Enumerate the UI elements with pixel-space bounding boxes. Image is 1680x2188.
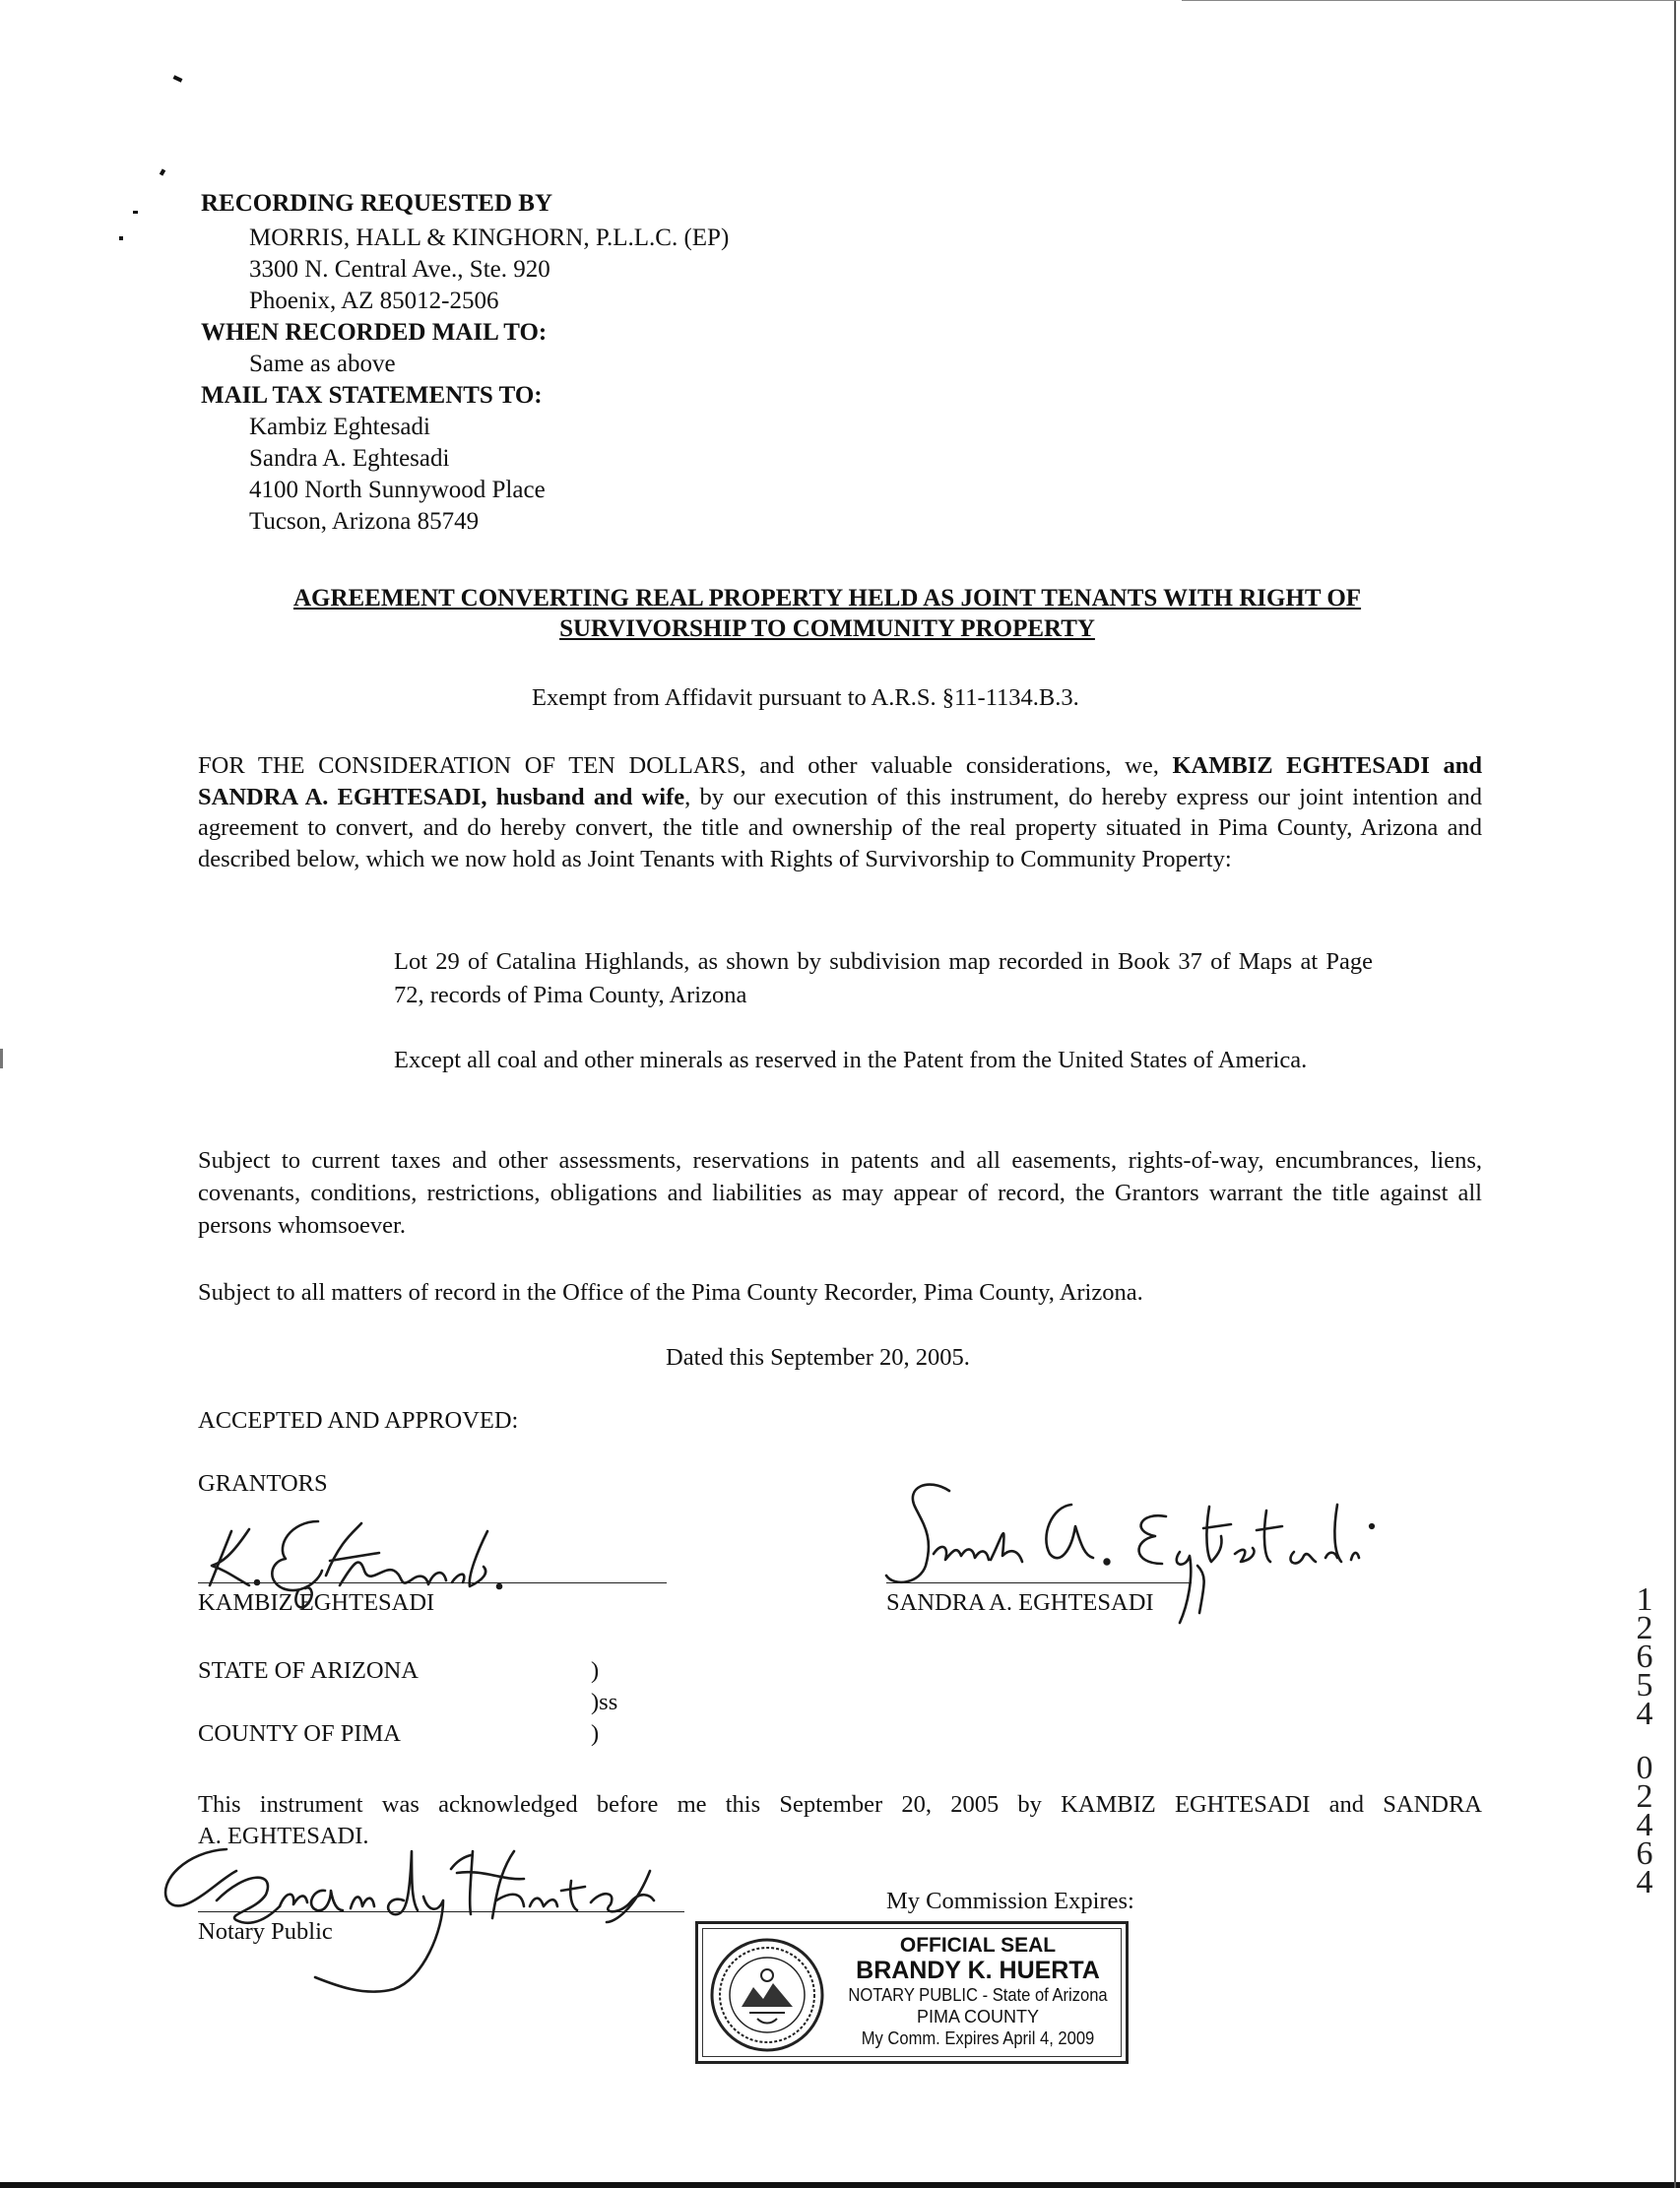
seal-line-1: OFFICIAL SEAL: [899, 1934, 1057, 1957]
recording-digit: 4: [1636, 1864, 1653, 1900]
notary-signature: [158, 1812, 709, 1999]
seal-line-5: My Comm. Expires April 4, 2009: [861, 2028, 1095, 2048]
grantor1-signature: [192, 1502, 547, 1625]
recording-digit: 0: [1636, 1750, 1653, 1786]
scan-speck: [173, 75, 183, 82]
consideration-text-1: FOR THE CONSIDERATION OF TEN DOLLARS, and other valuable considerations, we,: [198, 752, 1173, 779]
tax-line: Tucson, Arizona 85749: [249, 508, 480, 535]
recording-digit: 5: [1636, 1667, 1653, 1704]
dated-line: Dated this September 20, 2005.: [666, 1344, 970, 1371]
notary-public-label: Notary Public: [198, 1918, 333, 1945]
scan-edge-bottom: [0, 2182, 1680, 2188]
recording-digit: 4: [1636, 1696, 1653, 1732]
venue-ss: )ss: [591, 1689, 618, 1715]
recording-digit: 1: [1636, 1581, 1653, 1618]
document-title: [226, 583, 1428, 644]
legal-description: Lot 29 of Catalina Highlands, as shown by subdivision map recorded in Book 37 of Maps at Page 72, records of Pima County, Arizona: [394, 948, 1373, 1008]
official-notary-seal: [695, 1921, 1129, 2064]
requested-by-line: Phoenix, AZ 85012-2506: [249, 288, 499, 314]
consideration-paragraph: [198, 750, 1482, 874]
venue-paren-1: ): [591, 1657, 600, 1684]
tax-line: 4100 North Sunnywood Place: [249, 477, 546, 503]
recording-digit: 2: [1636, 1778, 1653, 1815]
seal-line-4: PIMA COUNTY: [916, 2007, 1039, 2027]
grantors-label: GRANTORS: [198, 1470, 328, 1497]
exempt-statement: Exempt from Affidavit pursuant to A.R.S. §11-1134.B.3.: [532, 684, 1079, 711]
venue-state: STATE OF ARIZONA: [198, 1657, 419, 1684]
scan-speck: [133, 211, 138, 214]
mineral-exception: Except all coal and other minerals as reserved in the Patent from the United States of America.: [394, 1047, 1308, 1073]
scan-edge-right: [1674, 0, 1676, 2188]
consideration-text-2: , by our execution of this instrument, do hereby express our joint intention and agreement to convert, and do hereby convert, the title and ownership of the real property situated in Pima County, Arizona and described below, which we now hold as Joint Tenants with Rights of Survivorship to Community Property:: [198, 783, 1483, 872]
scan-mark-left: [0, 1049, 3, 1068]
grantor2-signature: [874, 1467, 1406, 1644]
recording-digit: 6: [1636, 1835, 1653, 1872]
grantor2-name: SANDRA A. EGHTESADI: [886, 1589, 1154, 1616]
recording-digit: 6: [1636, 1639, 1653, 1675]
venue-paren-2: ): [591, 1720, 600, 1747]
acknowledgment-continued: A. EGHTESADI.: [198, 1823, 369, 1849]
commission-expires-label: My Commission Expires:: [886, 1888, 1134, 1914]
recording-requested-label: RECORDING REQUESTED BY: [201, 190, 553, 217]
title-line-1: AGREEMENT CONVERTING REAL PROPERTY HELD AS JOINT TENANTS WITH RIGHT OF: [292, 585, 1362, 611]
venue-county: COUNTY OF PIMA: [198, 1720, 402, 1747]
scan-mark-top-right: [1182, 0, 1680, 1]
mail-to-line: Same as above: [249, 351, 396, 377]
scan-speck: [119, 236, 123, 240]
scan-speck: [160, 168, 165, 175]
recording-number-vertical: [1625, 1581, 1664, 1900]
requested-by-line: 3300 N. Central Ave., Ste. 920: [249, 256, 550, 283]
recording-digit: 4: [1636, 1807, 1653, 1843]
arizona-state-seal-icon: [708, 1936, 826, 2054]
recording-digit: 2: [1636, 1610, 1653, 1646]
seal-line-2: BRANDY K. HUERTA: [856, 1957, 1100, 1984]
tax-statements-label: MAIL TAX STATEMENTS TO:: [201, 382, 543, 409]
grantor1-name: KAMBIZ EGHTESADI: [198, 1589, 435, 1616]
mail-to-label: WHEN RECORDED MAIL TO:: [201, 319, 548, 346]
grantor-names-bold: KAMBIZ EGHTESADI and SANDRA A. EGHTESADI, husband and wife: [198, 752, 1482, 810]
subject-record: Subject to all matters of record in the Office of the Pima County Recorder, Pima County, Arizona.: [198, 1279, 1143, 1306]
requested-by-line: MORRIS, HALL & KINGHORN, P.L.L.C. (EP): [249, 225, 730, 251]
subject-to-paragraph: Subject to current taxes and other assessments, reservations in patents and all easements, rights-of-way, encumbrances, liens, covenants, conditions, restrictions, obligations and liabilities as may appear of record, the Grantors warrant the title against all persons whomsoever.: [198, 1147, 1482, 1239]
title-line-2: SURVIVORSHIP TO COMMUNITY PROPERTY: [559, 615, 1095, 642]
acknowledgment-text: This instrument was acknowledged before me this September 20, 2005 by KAMBIZ EGHTESADI and SANDRA: [198, 1791, 1482, 1818]
tax-line: Kambiz Eghtesadi: [249, 414, 430, 440]
accepted-approved: ACCEPTED AND APPROVED:: [198, 1407, 519, 1434]
tax-line: Sandra A. Eghtesadi: [249, 445, 450, 472]
seal-line-3: NOTARY PUBLIC - State of Arizona: [848, 1985, 1108, 2005]
